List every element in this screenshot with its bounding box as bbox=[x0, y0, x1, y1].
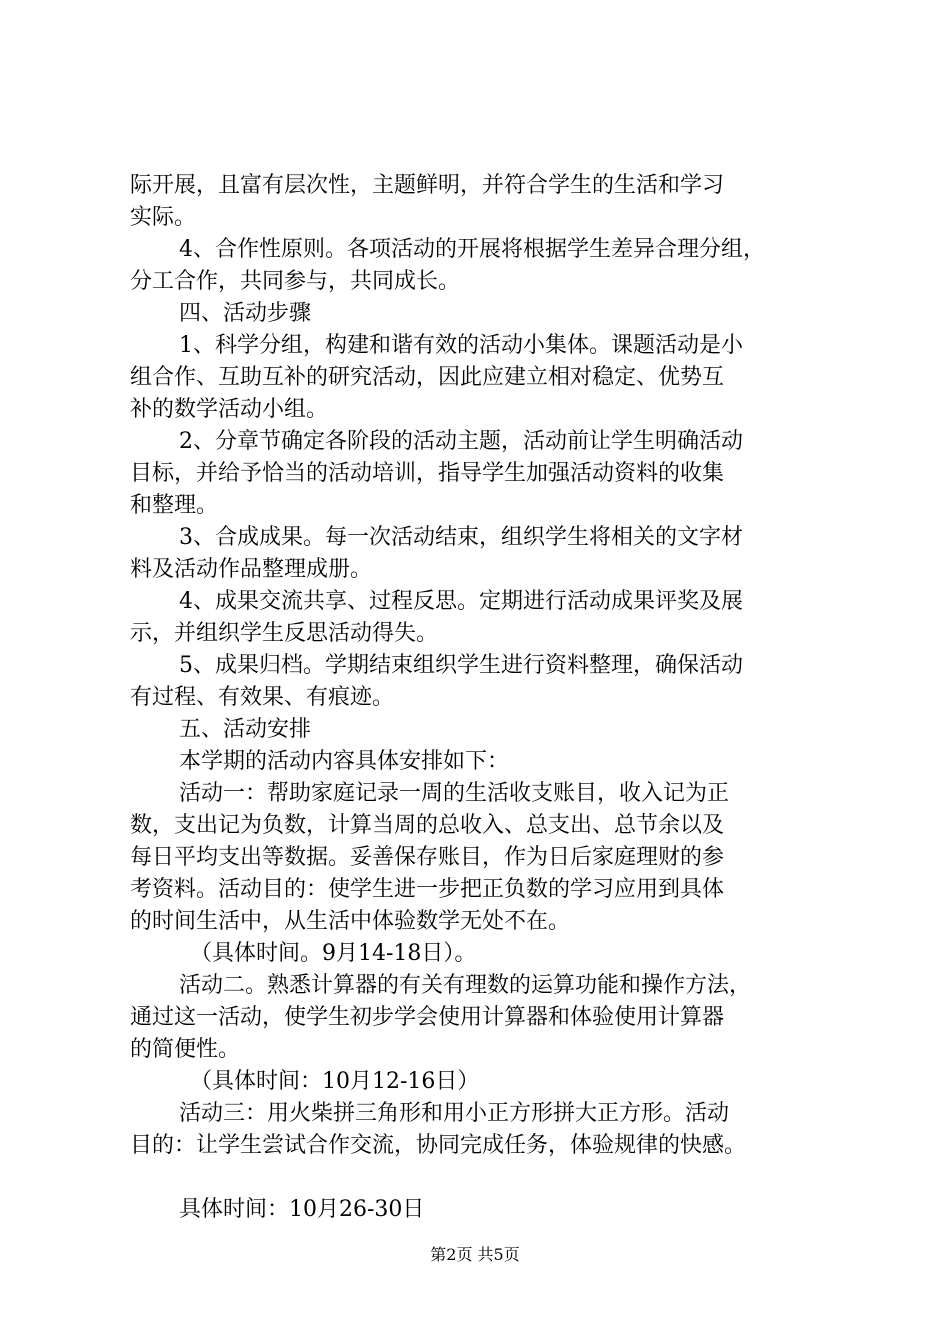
text-line: 本学期的活动内容具体安排如下： bbox=[179, 749, 510, 774]
text-line: 活动一：帮助家庭记录一周的生活收支账目，收入记为正 bbox=[179, 781, 730, 806]
text-line: 料及活动作品整理成册。 bbox=[130, 557, 373, 582]
text-line: 活动二。熟悉计算器的有关有理数的运算功能和操作方法， bbox=[179, 973, 752, 998]
text-line: 的时间生活中，从生活中体验数学无处不在。 bbox=[130, 909, 571, 934]
text-line: 际开展，且富有层次性，主题鲜明，并符合学生的生活和学习 bbox=[130, 173, 725, 198]
text-line: （具体时间：10月12-16日） bbox=[190, 1069, 480, 1094]
text-line: 和整理。 bbox=[130, 493, 219, 518]
text-line: 5、成果归档。学期结束组织学生进行资料整理，确保活动 bbox=[179, 653, 743, 678]
text-line: 具体时间：10月26-30日 bbox=[179, 1197, 425, 1222]
text-line: 有过程、有效果、有痕迹。 bbox=[130, 685, 395, 710]
page-number: 第2页 共5页 bbox=[430, 1245, 520, 1264]
text-line: 实际。 bbox=[130, 205, 197, 230]
text-line: 4、合作性原则。各项活动的开展将根据学生差异合理分组， bbox=[179, 237, 765, 262]
text-line: （具体时间。9月14-18日）。 bbox=[190, 941, 477, 966]
text-line: 每日平均支出等数据。妥善保存账目，作为日后家庭理财的参 bbox=[130, 845, 725, 870]
text-line: 组合作、互助互补的研究活动，因此应建立相对稳定、优势互 bbox=[130, 365, 725, 390]
text-line: 考资料。活动目的：使学生进一步把正负数的学习应用到具体 bbox=[130, 877, 725, 902]
text-line: 数，支出记为负数，计算当周的总收入、总支出、总节余以及 bbox=[130, 813, 725, 838]
text-line: 3、合成成果。每一次活动结束，组织学生将相关的文字材 bbox=[179, 525, 743, 550]
text-line: 2、分章节确定各阶段的活动主题，活动前让学生明确活动 bbox=[179, 429, 743, 454]
text-line: 补的数学活动小组。 bbox=[130, 397, 329, 422]
text-line: 活动三：用火柴拼三角形和用小正方形拼大正方形。活动 bbox=[179, 1101, 730, 1126]
text-line: 4、成果交流共享、过程反思。定期进行活动成果评奖及展 bbox=[179, 589, 743, 614]
text-line: 分工合作，共同参与，共同成长。 bbox=[130, 269, 461, 294]
text-line: 的简便性。 bbox=[130, 1037, 241, 1062]
section-heading: 四、活动步骤 bbox=[179, 301, 312, 326]
text-line: 目标，并给予恰当的活动培训，指导学生加强活动资料的收集 bbox=[130, 461, 725, 486]
document-body bbox=[130, 170, 830, 1226]
text-line: 通过这一活动，使学生初步学会使用计算器和体验使用计算器 bbox=[130, 1005, 725, 1030]
section-heading: 五、活动安排 bbox=[179, 717, 312, 742]
text-line: 1、科学分组，构建和谐有效的活动小集体。课题活动是小 bbox=[179, 333, 743, 358]
text-line: 示，并组织学生反思活动得失。 bbox=[130, 621, 439, 646]
text-line: 目的：让学生尝试合作交流，协同完成任务，体验规律的快感。 bbox=[130, 1133, 747, 1158]
